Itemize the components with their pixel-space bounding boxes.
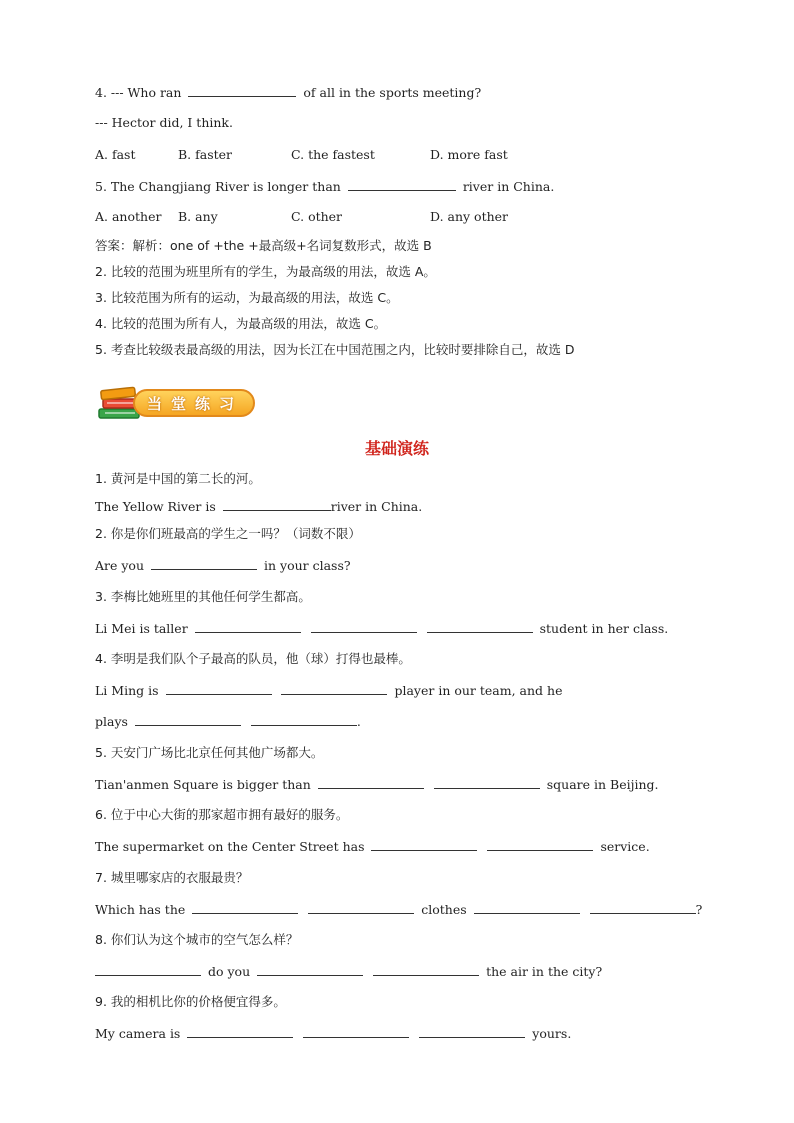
q4-prompt-end: of all in the sports meeting? — [303, 85, 482, 100]
exercise-text: do you — [207, 964, 251, 979]
answer-blank[interactable] — [434, 776, 540, 789]
exercise-text: Tian'anmen Square is bigger than — [95, 777, 311, 792]
option-d: D. any other — [430, 209, 509, 224]
question-4-line — [95, 84, 481, 101]
question-4-reply: --- Hector did, I think. — [95, 115, 233, 130]
q4-prompt-start: 4. --- Who ran — [95, 85, 182, 100]
answer-blank[interactable] — [223, 498, 331, 511]
answer-blank[interactable] — [373, 963, 479, 976]
answer-blank[interactable] — [487, 838, 593, 851]
exercise-7-chinese: 7. 城里哪家店的衣服最贵？ — [95, 870, 249, 885]
exercise-text: The supermarket on the Center Street has — [95, 839, 365, 854]
exercise-text: square in Beijing. — [546, 777, 659, 792]
option-d: D. more fast — [430, 147, 508, 162]
exercise-7-english — [95, 901, 702, 918]
exercise-4-chinese: 4. 李明是我们队个子最高的队员，他（球）打得也最棒。 — [95, 651, 411, 666]
exercise-2-chinese: 2. 你是你们班最高的学生之一吗？（词数不限） — [95, 526, 361, 541]
exercise-text: Are you — [95, 558, 145, 573]
practice-banner — [95, 383, 260, 423]
answer-blank[interactable] — [151, 557, 257, 570]
answer-blank[interactable] — [427, 620, 533, 633]
exercise-text: Which has the — [95, 902, 186, 917]
exercise-text: yours. — [532, 1026, 572, 1041]
answer-blank[interactable] — [188, 84, 296, 97]
exercise-text: The Yellow River is — [95, 499, 216, 514]
answer-blank[interactable] — [195, 620, 301, 633]
question-5-line — [95, 178, 554, 195]
exercise-text: student in her class. — [539, 621, 669, 636]
exercise-4-english-cont — [95, 713, 361, 730]
exercise-3-english — [95, 620, 668, 637]
answer-blank[interactable] — [590, 901, 696, 914]
option-a: A. another — [95, 209, 162, 224]
exercise-2-english — [95, 557, 351, 574]
exercise-4-english — [95, 682, 562, 699]
answer-blank[interactable] — [318, 776, 424, 789]
question-5-options — [95, 209, 695, 225]
option-b: B. any — [178, 209, 218, 224]
q5-prompt-end: river in China. — [462, 179, 555, 194]
exercise-text: Li Ming is — [95, 683, 159, 698]
answer-line-2: 2. 比较的范围为班里所有的学生，为最高级的用法，故选 A。 — [95, 264, 436, 279]
exercise-9-english — [95, 1025, 571, 1042]
answer-blank[interactable] — [257, 963, 363, 976]
answer-blank[interactable] — [281, 682, 387, 695]
answer-line-4: 4. 比较的范围为所有人，为最高级的用法，故选 C。 — [95, 316, 387, 331]
exercise-5-chinese: 5. 天安门广场比北京任何其他广场都大。 — [95, 745, 324, 760]
banner-label: 当堂练习 — [147, 395, 244, 413]
answer-blank[interactable] — [251, 713, 357, 726]
option-a: A. fast — [95, 147, 136, 162]
answer-blank[interactable] — [348, 178, 456, 191]
answer-line-3: 3. 比较范围为所有的运动，为最高级的用法，故选 C。 — [95, 290, 399, 305]
exercise-8-english — [95, 963, 602, 980]
answer-blank[interactable] — [474, 901, 580, 914]
exercise-3-chinese: 3. 李梅比她班里的其他任何学生都高。 — [95, 589, 311, 604]
exercise-6-chinese: 6. 位于中心大街的那家超市拥有最好的服务。 — [95, 807, 349, 822]
exercise-text: . — [356, 714, 361, 729]
answer-blank[interactable] — [166, 682, 272, 695]
exercise-9-chinese: 9. 我的相机比你的价格便宜得多。 — [95, 994, 286, 1009]
answer-blank[interactable] — [308, 901, 414, 914]
option-b: B. faster — [178, 147, 233, 162]
exercise-text: in your class? — [263, 558, 351, 573]
exercise-text: the air in the city? — [486, 964, 603, 979]
answer-blank[interactable] — [311, 620, 417, 633]
option-c: C. other — [291, 209, 343, 224]
answer-blank[interactable] — [187, 1025, 293, 1038]
exercise-1-english — [95, 498, 422, 515]
answer-blank[interactable] — [95, 963, 201, 976]
exercise-text: plays — [95, 714, 128, 729]
exercise-text: river in China. — [330, 499, 423, 514]
exercise-text: clothes — [421, 902, 467, 917]
answer-blank[interactable] — [371, 838, 477, 851]
option-c: C. the fastest — [291, 147, 375, 162]
question-4-options — [95, 147, 695, 163]
exercise-text: My camera is — [95, 1026, 181, 1041]
answer-blank[interactable] — [303, 1025, 409, 1038]
answer-blank[interactable] — [419, 1025, 525, 1038]
exercise-text: ? — [695, 902, 703, 917]
answer-line-5: 5. 考查比较级表最高级的用法，因为长江在中国范围之内，比较时要排除自己，故选 D — [95, 342, 575, 357]
exercise-8-chinese: 8. 你们认为这个城市的空气怎么样？ — [95, 932, 299, 947]
q5-prompt-start: 5. The Changjiang River is longer than — [95, 179, 341, 194]
answer-blank[interactable] — [192, 901, 298, 914]
exercise-1-chinese: 1. 黄河是中国的第二长的河。 — [95, 471, 261, 486]
exercise-text: service. — [600, 839, 650, 854]
answer-line-1: 答案：解析：one of +the +最高级+名词复数形式，故选 B — [95, 238, 432, 253]
section-title: 基础演练 — [364, 439, 429, 458]
exercise-6-english — [95, 838, 650, 855]
answer-blank[interactable] — [135, 713, 241, 726]
exercise-text: Li Mei is taller — [95, 621, 188, 636]
exercise-text: player in our team, and he — [394, 683, 563, 698]
exercise-5-english — [95, 776, 659, 793]
